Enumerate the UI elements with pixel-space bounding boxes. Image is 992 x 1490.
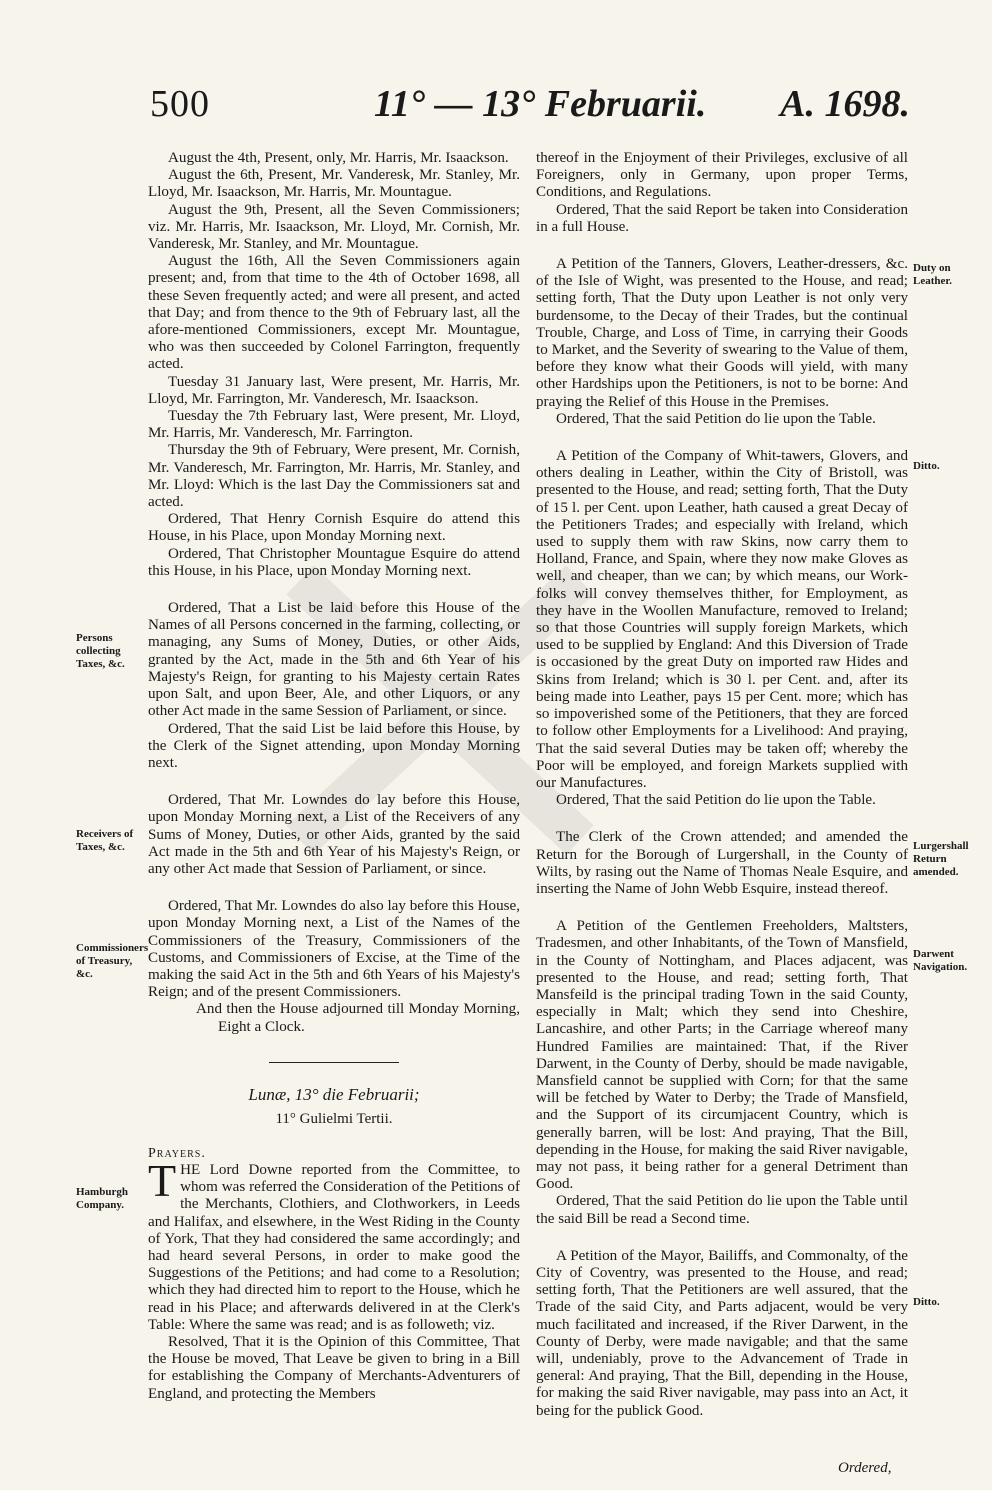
paragraph: Ordered, That the said Petition do lie upon the Table until the said Bill be read a Second time. [536,1193,908,1227]
entry-coventry-petition [536,1248,908,1420]
margin-note: Duty on Leather. [913,262,953,287]
paragraph: Ordered, That the said Petition do lie upon the Table. [556,410,876,427]
drop-cap: T [148,1154,177,1206]
paragraph: THE Lord Downe reported from the Committee, to whom was referred the Consideration of the Petitions of the Merchants, Clothiers, and Clothworkers, in Leeds and Halifax, and elsewhere, in the West Riding in the County of York, That they had considered the same accordingly; and had heard several Persons, in order to make good the Suggestions of the Petitions; and had come to a Resolution; which they had directed him to report to the House, which he read in his Place; and afterwards delivered in at the Clerk's Table: Where the same was read; and is as followeth; viz. [148,1154,520,1333]
margin-note: Darwent Navigation. [913,948,968,973]
entry-hamburgh-company [148,1154,520,1403]
adjournment: And then the House adjourned till Monday Morning, Eight a Clock. [196,1001,520,1035]
paragraph: The Clerk of the Crown attended; and amended the Return for the Borough of Lurgershall, in the County of Wilts, by rasing out the Name of Thomas Neale Esquire, and inserting the Name of John Webb Esquire, instead thereof. [536,829,908,897]
paragraph: Ordered, That the said Report be taken into Consideration in a full House. [536,201,908,235]
attendance-section [148,150,520,580]
day-heading: Lunæ, 13° die Februarii; [248,1084,420,1104]
paragraph: Thursday the 9th of February, Were present, Mr. Cornish, Mr. Vanderesch, Mr. Farrington, Mr. Harris, Mr. Stanley, and Mr. Lloyd: Which is the last Day the Commissioners sat and acted. [148,442,520,511]
paragraph: Ordered, That Mr. Lowndes do also lay before this House, upon Monday Morning next, a List of the Names of the Commissioners of the Treasury, Commissioners of the Customs, and Commissioners of Excise, at the Time of the making the said Act in the 5th and 6th Years of his Majesty's Reign; and of the present Commissioners. [148,898,520,1001]
paragraph: Ordered, That Christopher Mountague Esquire do attend this House, in his Place, upon Monday Morning next. [148,545,520,579]
paragraph: Ordered, That the said List be laid before this House, by the Clerk of the Signet attending, upon Monday Morning next. [148,720,520,771]
paragraph: Ordered, That Mr. Lowndes do lay before this House, upon Monday Morning next, a List of the Receivers of any Sums of Money, Duties, or other Aids, granted by the said Act made in the 5th and 6th Year of his Majesty's Reign, or any other Act made that Session of Parliament, or since. [148,792,520,877]
margin-note: Lurgershall Return amended. [913,840,969,878]
paragraph: Tuesday the 7th February last, Were present, Mr. Lloyd, Mr. Harris, Mr. Vanderesch, Mr. Farrington. [148,408,520,442]
right-column [536,150,908,1440]
left-column [148,150,520,1403]
entry-whittawers-petition [536,448,908,809]
margin-note: Persons collecting Taxes, &c. [76,632,125,670]
paragraph: A Petition of the Mayor, Bailiffs, and Commonalty, of the City of Coventry, was presented to the House, and read; setting forth, That the Petitioners are well assured, that the Trade of the said City, and Parts adjacent, would be very much facilitated and increased, if the River Darwent, in the County of Derby, were made navigable; and that the same will, undeniably, prove to the Advancement of Trade in general: And praying, That the Bill, depending in the House, for making the said River navigable, may pass into an Act, it being for the publick Good. [536,1247,908,1419]
paragraph: A Petition of the Company of Whit-tawers, Glovers, and others dealing in Leather, within the City of Bristoll, was presented to the House, and read; setting forth, That the Duty of 15 l. per Cent. upon Leather, hath caused a great Decay of the Petitioners Trades; and especially with Ireland, which used to supply them with raw Skins, now carry them to Holland, France, and Spain, where they now make Gloves as well, and cheaper, than we can; by which means, our Work-folks will convey themselves thither, for Employment, as they have in the Woollen Manufacture, removed to Ireland; so that those Countries will supply foreign Markets, which used to be supplied by England: And this Diversion of Trade is occasioned by the great Duty on imported raw Hides and Skins from Ireland; which is 30 l. per Cent. and, after its being made into Leather, pays 15 per Cent. more; which has so impoverished some of the Petitioners, that they are forced to follow other Employments for a Livelihood: And praying, That the said several Duties may be taken off; whereby the Poor will be employed, and foreign Markets supplied with our Manufactures. [536,448,908,791]
paragraph: August the 16th, All the Seven Commissioners again present; and, from that time to the 4th of October 1698, all these Seven frequently acted; and were all present, and acted that Day; and from thence to the 9th of February last, all the afore-mentioned Commissioners, except Mr. Mountague, who was then succeeded by Colonel Farrington, frequently acted. [148,253,520,373]
page-number: 500 [150,83,210,125]
entry-commissioners [148,898,520,1036]
paragraph: Tuesday 31 January last, Were present, Mr. Harris, Mr. Lloyd, Mr. Farrington, Mr. Vanderesch, Mr. Isaackson. [148,373,520,407]
margin-note: Ditto. [913,460,940,472]
margin-note: Ditto. [913,1296,940,1308]
section-divider [269,1062,399,1063]
date-range: 11° — 13° Februarii. [374,83,707,125]
catchword: Ordered, [838,1460,892,1476]
year: A. 1698. [780,83,910,125]
prayers-heading: Prayers. [148,1145,206,1161]
margin-note: Commissioners of Treasury, &c. [76,942,149,980]
reign-heading: 11° Gulielmi Tertii. [275,1110,393,1127]
entry-tanners-petition [536,256,908,428]
paragraph: Ordered, That the said Petition do lie upon the Table. [556,792,876,809]
paragraph: Resolved, That it is the Opinion of this Committee, That the House be moved, That Leave be given to bring in a Bill for establishing the Company of Merchants-Adventurers of England, and protecting the Members [148,1333,520,1402]
paragraph: August the 4th, Present, only, Mr. Harris, Mr. Isaackson. [168,150,509,166]
entry-receivers [148,792,520,878]
paragraph: thereof in the Enjoyment of their Privileges, exclusive of all Foreigners, only in Germany, upon proper Terms, Conditions, and Regulations. [536,150,908,201]
entry-report-continuation [536,150,908,236]
page-header [150,82,910,142]
paragraph: Ordered, That a List be laid before this House of the Names of all Persons concerned in the farming, collecting, or managing, any Sums of Money, Duties, or other Aids, granted by the Act, made in the 5th and 6th Year of his Majesty's Reign, for granting to his Majesty certain Rates upon Salt, and upon Beer, Ale, and other Liquors, or any other Act made in the same Session of Parliament, or since. [148,600,520,720]
entry-lurgershall-return [536,829,908,898]
entry-persons-collecting [148,600,520,772]
paragraph: A Petition of the Gentlemen Freeholders, Maltsters, Tradesmen, and other Inhabitants, of the Town of Mansfield, in the County of Nottingham, and Places adjacent, was presented to the House, and read; setting forth, That Mansfeild is the principal trading Town in the said County, especially in Malt; which they send into Cheshire, Lancashire, and other Parts; in the Carriage whereof many Hundred Families are maintained: That, if the River Darwent, in the County of Derby, should be made navigable, Mansfield cannot be supplied with Corn; for that the same will be fetched by Water to Derby; the Trade of Mansfield, and the Support of its circumjacent Country, which is generally barren, will be lost: And praying, That the Bill, depending in the House, for making the said River navigable, may not pass, it being rather for a general Detriment than Good. [536,918,908,1193]
paragraph: August the 9th, Present, all the Seven Commissioners; viz. Mr. Harris, Mr. Isaackson, Mr. Lloyd, Mr. Cornish, Mr. Vanderesk, Mr. Stanley, and Mr. Mountague. [148,201,520,253]
paragraph: Ordered, That Henry Cornish Esquire do attend this House, in his Place, upon Monday Morning next. [148,511,520,545]
entry-mansfield-petition [536,918,908,1228]
paragraph: A Petition of the Tanners, Glovers, Leather-dressers, &c. of the Isle of Wight, was presented to the House, and read; setting forth, That the Duty upon Leather is not only very burdensome, to the Decay of their Trades, but the continual Trouble, Charge, and Loss of Time, in carrying their Goods to Market, and the Severity of swearing to the Value of them, before they know what their Goods will yield, with many other Hardships upon the Petitioners, is not to be borne: And praying the Relief of this House in the Premises. [536,256,908,410]
margin-note: Hamburgh Company. [76,1186,128,1211]
margin-note: Receivers of Taxes, &c. [76,828,134,853]
paragraph: August the 6th, Present, Mr. Vanderesk, Mr. Stanley, Mr. Lloyd, Mr. Isaackson, Mr. Harris, Mr. Mountague. [148,167,520,201]
